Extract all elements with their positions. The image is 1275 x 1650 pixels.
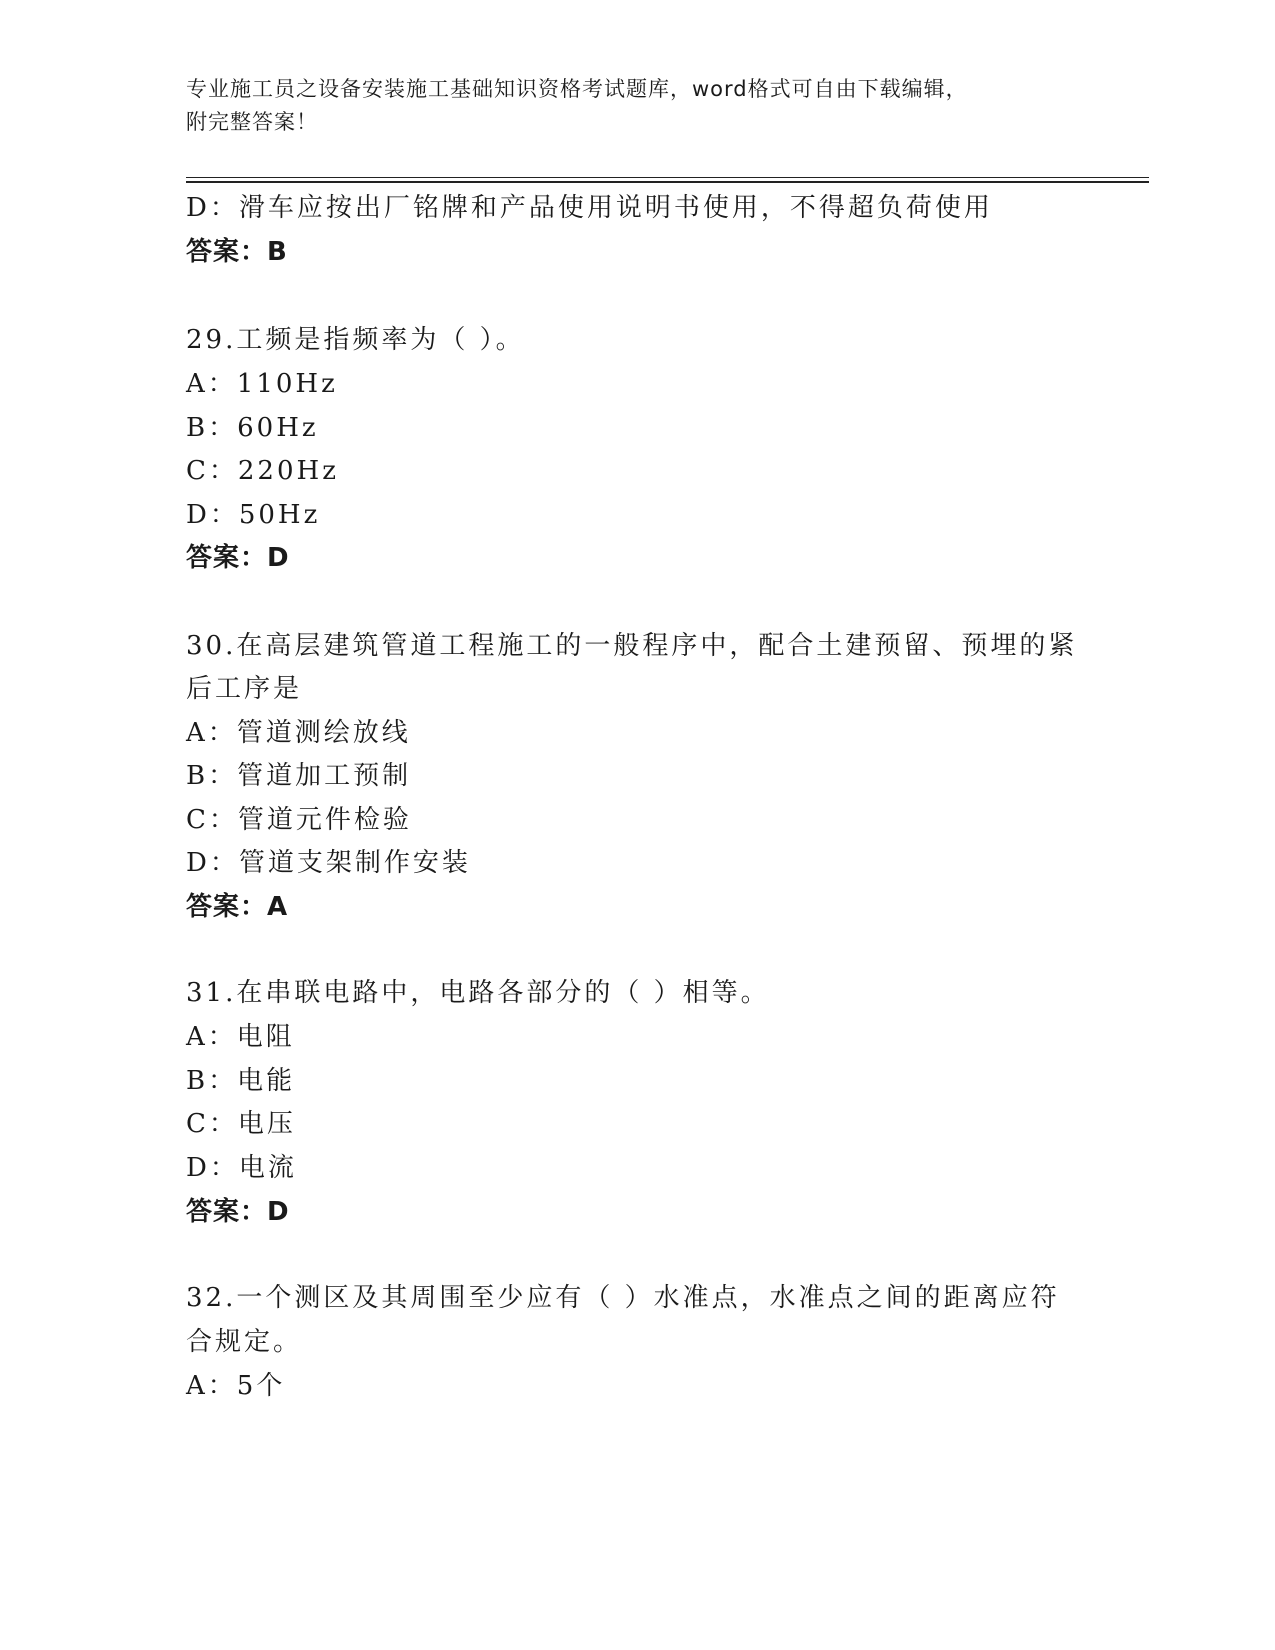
option-a-q29: A：110Hz <box>186 369 338 399</box>
header-divider-thick <box>186 181 1149 183</box>
document-header <box>186 73 1086 139</box>
question-30-line-2: 后工序是 <box>186 674 303 704</box>
option-b-q31: B：电能 <box>186 1066 296 1096</box>
option-d-q30: D：管道支架制作安装 <box>186 848 471 878</box>
option-d-q31: D：电流 <box>186 1153 297 1183</box>
option-c-q30: C：管道元件检验 <box>186 805 412 835</box>
option-a-q30: A：管道测绘放线 <box>186 718 411 748</box>
question-30-line-1: 30.在高层建筑管道工程施工的一般程序中，配合土建预留、预埋的紧 <box>186 631 1078 661</box>
question-29: 29.工频是指频率为（ ）。 <box>186 325 525 355</box>
option-a-q31: A：电阻 <box>186 1022 295 1052</box>
option-c-q31: C：电压 <box>186 1109 296 1139</box>
answer-q28: 答案：B <box>186 237 288 267</box>
question-32-line-1: 32.一个测区及其周围至少应有（ ）水准点，水准点之间的距离应符 <box>186 1283 1060 1313</box>
header-divider-thin <box>186 177 1149 178</box>
header-line-1: 专业施工员之设备安装施工基础知识资格考试题库，word格式可自由下载编辑， <box>186 77 968 101</box>
question-32-line-2: 合规定。 <box>186 1327 303 1357</box>
answer-q31: 答案：D <box>186 1197 290 1227</box>
option-a-q32: A：5个 <box>186 1371 286 1401</box>
answer-q29: 答案：D <box>186 543 290 573</box>
option-d-q29: D：50Hz <box>186 500 321 530</box>
option-c-q29: C：220Hz <box>186 456 339 486</box>
option-d-q28: D：滑车应按出厂铭牌和产品使用说明书使用，不得超负荷使用 <box>186 193 993 223</box>
option-b-q30: B：管道加工预制 <box>186 761 412 791</box>
question-31: 31.在串联电路中，电路各部分的（ ）相等。 <box>186 978 770 1008</box>
answer-q30: 答案：A <box>186 892 289 922</box>
header-line-2: 附完整答案！ <box>186 110 318 134</box>
option-b-q29: B：60Hz <box>186 413 319 443</box>
